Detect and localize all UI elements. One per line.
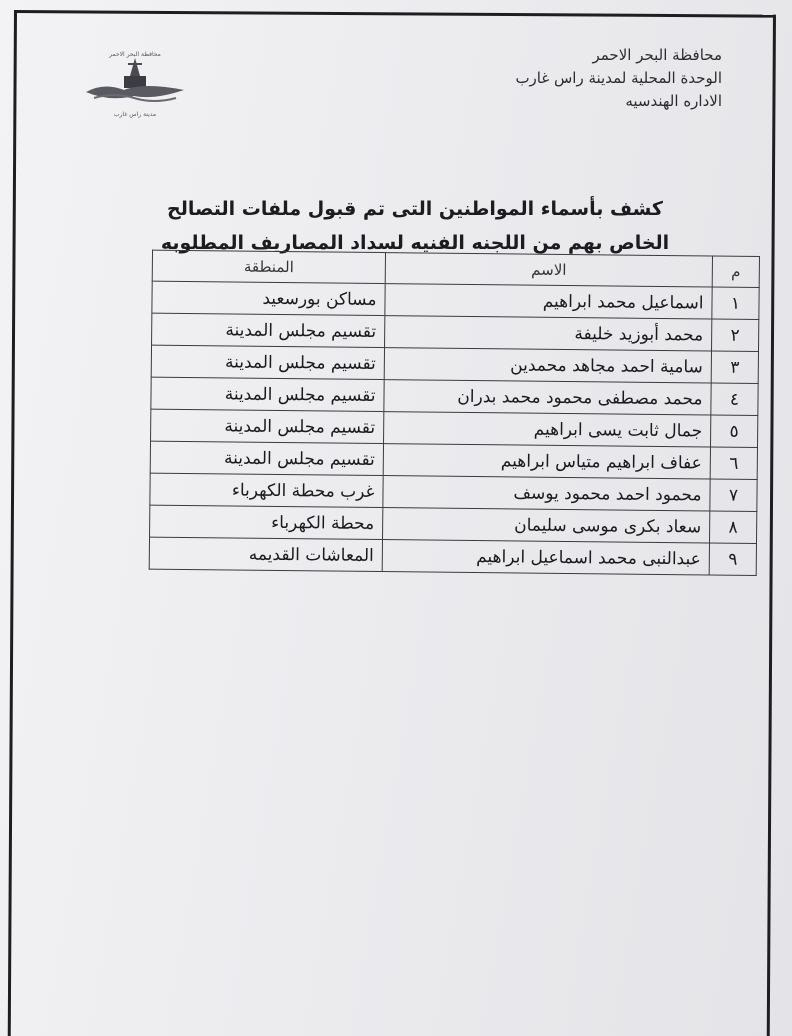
- cell-area: تقسيم مجلس المدينة: [152, 313, 385, 347]
- cell-area: مساكن بورسعيد: [152, 281, 385, 315]
- cell-num: ٢: [712, 319, 759, 351]
- cell-num: ٣: [711, 351, 758, 383]
- cell-name: محمود احمد محمود يوسف: [383, 476, 710, 511]
- cell-name: اسماعيل محمد ابراهيم: [385, 284, 712, 319]
- cell-name: عفاف ابراهيم متياس ابراهيم: [383, 444, 710, 479]
- document-title-line1: كشف بأسماء المواطنين التى تم قبول ملفات التصالح: [167, 198, 663, 220]
- cell-num: ٧: [710, 479, 757, 511]
- cell-num: ٨: [709, 511, 756, 543]
- governorate-line: محافظة البحر الاحمر: [592, 46, 722, 64]
- cell-name: محمد أبوزيد خليفة: [385, 316, 712, 351]
- document-title-line2: الخاص بهم من اللجنه الفنيه لسداد المصاريف المطلوبه: [160, 232, 670, 254]
- cell-num: ٤: [711, 383, 758, 415]
- cell-area: تقسيم مجلس المدينة: [150, 441, 383, 475]
- cell-num: ٩: [709, 543, 756, 575]
- header-num: م: [712, 256, 759, 287]
- header-name: الاسم: [385, 253, 712, 287]
- department-line: الاداره الهندسيه: [625, 92, 722, 110]
- city-logo: [84, 46, 186, 120]
- cell-area: تقسيم مجلس المدينة: [151, 345, 384, 379]
- table-row: [149, 537, 756, 575]
- cell-num: ٦: [710, 447, 757, 479]
- cell-area: غرب محطة الكهرباء: [150, 473, 383, 507]
- cell-area: محطة الكهرباء: [150, 505, 383, 539]
- letterhead: [515, 44, 722, 113]
- header-area: المنطقة: [152, 250, 385, 283]
- cell-name: سامية احمد مجاهد محمدين: [384, 348, 711, 383]
- cell-area: تقسيم مجلس المدينة: [151, 409, 384, 443]
- logo-text-top: محافظة البحر الاحمر: [109, 51, 161, 58]
- cell-name: محمد مصطفى محمود محمد بدران: [384, 380, 711, 415]
- cell-name: جمال ثابت يسى ابراهيم: [384, 412, 711, 447]
- logo-text-bottom: مدينة راس غارب: [113, 111, 157, 118]
- local-unit-line: الوحدة المحلية لمدينة راس غارب: [515, 69, 722, 87]
- cell-area: المعاشات القديمه: [149, 537, 382, 571]
- cell-area: تقسيم مجلس المدينة: [151, 377, 384, 411]
- cell-name: عبدالنبى محمد اسماعيل ابراهيم: [382, 540, 709, 575]
- citizens-table: [149, 250, 760, 576]
- cell-name: سعاد بكرى موسى سليمان: [383, 508, 710, 543]
- cell-num: ١: [712, 287, 759, 319]
- cell-num: ٥: [710, 415, 757, 447]
